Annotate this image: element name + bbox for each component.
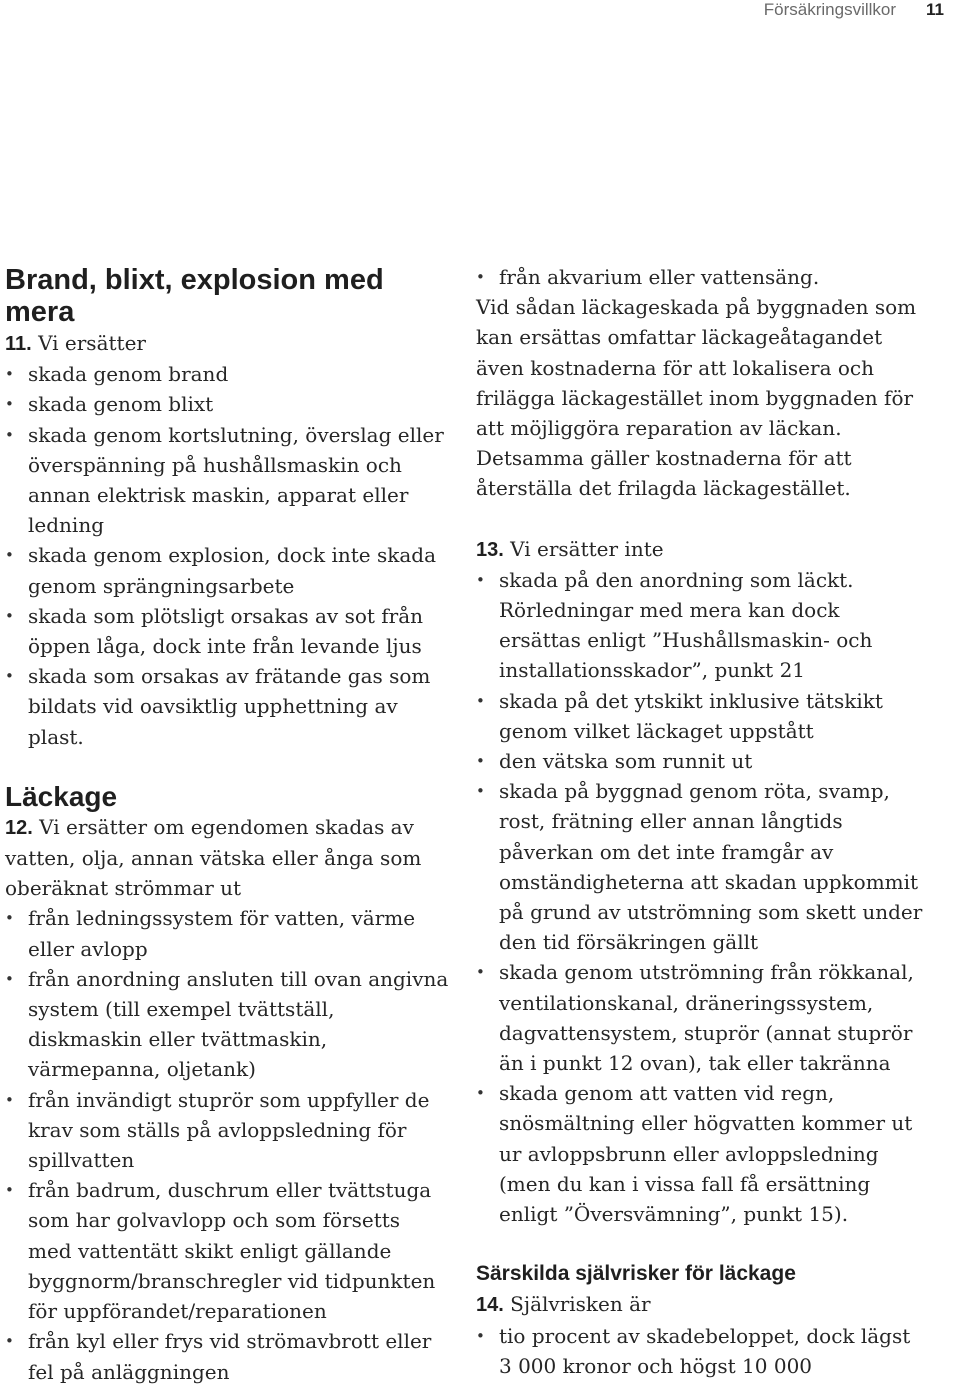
section-12-intro [5, 812, 450, 904]
section-14-list [476, 1321, 926, 1381]
list-item: • från kyl eller frys vid strömavbrott eller fel på anläggningen [5, 1326, 450, 1386]
intro-text: Vi ersätter inte [510, 536, 664, 561]
page-header [764, 0, 944, 22]
list-item: • från akvarium eller vattensäng. [476, 262, 926, 292]
list-item: • skada som orsakas av frätande gas som bildats vid oavsiktlig upphettning av plast. [5, 661, 450, 752]
section-12-list-continued [476, 262, 926, 292]
section-13-intro [476, 534, 926, 565]
right-column [476, 262, 926, 1381]
section-heading-brand: Brand, blixt, explosion med mera [5, 264, 384, 328]
section-14-intro [476, 1289, 926, 1320]
section-11-intro [5, 328, 450, 359]
list-item: • skada genom explosion, dock inte skada genom sprängningsarbete [5, 540, 450, 600]
list-item: • skada genom kortslutning, överslag eller överspänning på hushållsmaskin och annan elektrisk maskin, apparat eller ledning [5, 420, 450, 541]
section-12-paragraph: Vid sådan läckageskada på byggnaden som kan ersättas omfattar läckageåtagandet även kostnaderna för att lokalisera och frilägga läckagestället inom byggnaden för att möjliggöra reparation av läckan. Detsamma gäller kostnaderna för att återställa det frilagda läckagestället. [476, 295, 917, 501]
section-heading-lackage: Läckage [5, 780, 118, 812]
list-item: • den vätska som runnit ut [476, 746, 926, 776]
section-number: 12. [5, 816, 33, 839]
page-number: 11 [926, 0, 944, 19]
section-12-list [5, 903, 450, 1386]
list-item: • skada som plötsligt orsakas av sot från öppen låga, dock inte från levande ljus [5, 601, 450, 661]
list-item: • skada på byggnad genom röta, svamp, rost, frätning eller annan långtids påverkan om det inte framgår av omständigheterna att skadan uppkommit på grund av utströmning som skett under den tid försäkringen gällt [476, 776, 926, 957]
list-item: • skada genom utströmning från rökkanal, ventilationskanal, dräneringssystem, dagvattensystem, stuprör (annat stuprör än i punkt 12 ovan), tak eller takränna [476, 957, 926, 1078]
section-11-list [5, 359, 450, 752]
intro-text: Vi ersätter [38, 331, 146, 355]
left-column [5, 262, 450, 1387]
section-number: 11. [5, 333, 32, 355]
section-number: 14. [476, 1294, 504, 1317]
list-item: • från ledningssystem för vatten, värme eller avlopp [5, 903, 450, 963]
document-title: Försäkringsvillkor [763, 0, 897, 19]
list-item: • tio procent av skadebeloppet, dock lägst 3 000 kronor och högst 10 000 [476, 1321, 926, 1381]
section-number: 13. [476, 538, 504, 561]
list-item: • från invändigt stuprör som uppfyller de krav som ställs på avloppsledning för spillvatten [5, 1085, 450, 1176]
list-item: • skada genom blixt [5, 389, 450, 419]
section-13-list [476, 565, 926, 1229]
section-heading-sjalvrisk: Särskilda självrisker för läckage [476, 1262, 796, 1286]
intro-text: Vi ersätter om egendomen skadas av vatten, olja, annan vätska eller ånga som oberäknat strömmar ut [5, 814, 422, 901]
list-item: • skada genom att vatten vid regn, snösmältning eller högvatten kommer ut ur avloppsbrunn eller avloppsledning (men du kan i vissa fall få ersättning enligt ”Översvämning”, punkt 15). [476, 1078, 926, 1229]
list-item: • skada genom brand [5, 359, 450, 389]
list-item: • skada på den anordning som läckt. Rörledningar med mera kan dock ersättas enligt ”Hushållsmaskin- och installationsskador”, punkt 21 [476, 565, 926, 686]
list-item: • från anordning ansluten till ovan angivna system (till exempel tvättställ, diskmaskin eller tvättmaskin, värmepanna, oljetank) [5, 964, 450, 1085]
intro-text: Självrisken är [510, 1292, 651, 1317]
list-item: • från badrum, duschrum eller tvättstuga som har golvavlopp och som försetts med vattentätt skikt enligt gällande byggnorm/branschregler vid tidpunkten för uppförandet/reparationen [5, 1175, 450, 1326]
list-item: • skada på det ytskikt inklusive tätskikt genom vilket läckaget uppstått [476, 686, 926, 746]
